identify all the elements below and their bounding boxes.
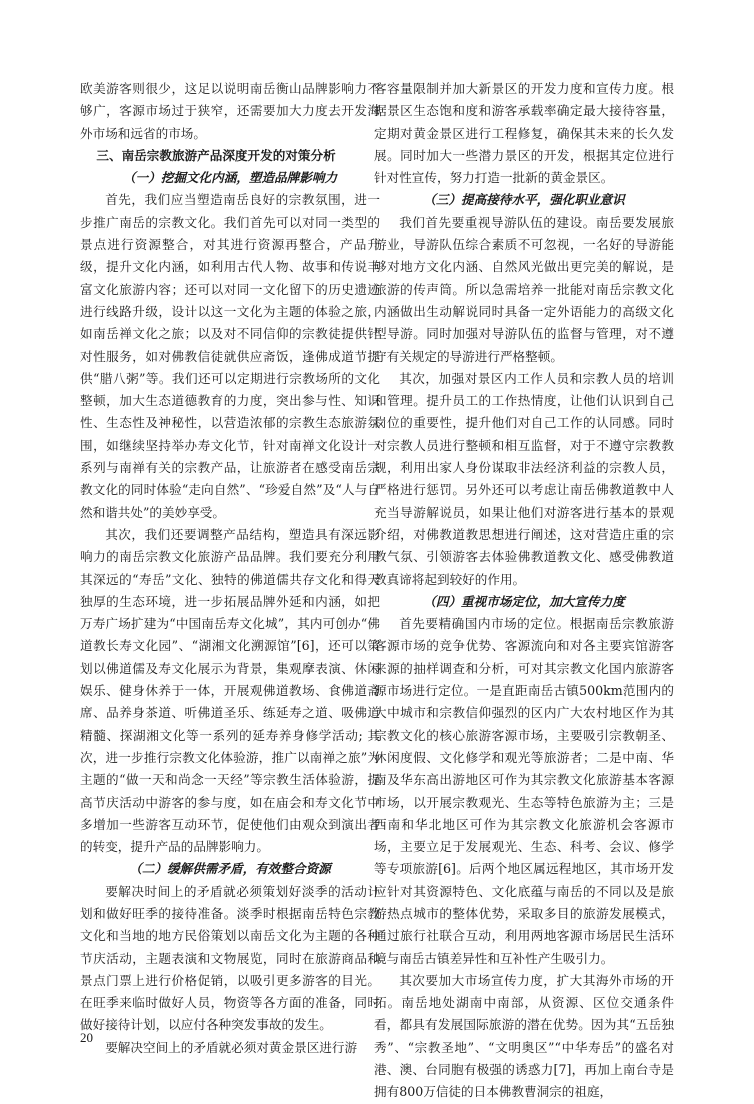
- body-paragraph: 要解决时间上的矛盾就必须策划好淡季的活动计划和做好旺季的接待准备。淡季时根据南岳特色宗教文化和当地的地方民俗策划以南岳文化为主题的各种节庆活动，主题表演和文物展览，同时在旅游商品和景点门票上进行价格促销，以吸引更多游客的目光。在旺季来临时做好人员，物资等各方面的准备，同时做好接待计划，以应付各种突发事故的发生。: [80, 883, 380, 1033]
- body-paragraph: 其次，加强对景区内工作人员和宗教人员的培训和管理。提升员工的工作热情度，让他们认识到自己岗位的重要性，提升他们对自己工作的认同感。同时对宗教人员进行整顿和相互监督，对于不遵守宗教教规，利用出家人身份谋取非法经济利益的宗教人员，严格进行惩罚。另外还可以考虑让南岳佛教道教中人充当导游解说员，如果让他们对游客进行基本的景观介绍，对佛教道教思想进行阐述，这对营造庄重的宗教气氛、引领游客去体验佛教道教文化、感受佛教道教真谛将起到较好的作用。: [374, 370, 674, 587]
- subsection-heading: （一）挖掘文化内涵，塑造品牌影响力: [122, 170, 338, 186]
- body-paragraph: 欧美游客则很少，这足以说明南岳衡山品牌影响力不够广，客源市场过于狭窄，还需要加大力度去开发海外市场和远省的市场。: [80, 81, 380, 141]
- subsection-heading: （四）重视市场定位，加大宣传力度: [423, 593, 625, 609]
- subsection-heading: （二）缓解供需矛盾，有效整合资源: [129, 861, 331, 877]
- body-paragraph: 其次要加大市场宣传力度，扩大其海外市场的开拓。南岳地处湖南中南部，从资源、区位交通条件看，都具有发展国际旅游的潜在优势。因为其“五岳独秀”、“宗教圣地”、“文明奥区”“中华寿岳”的盛名对港、澳、台同胞有极强的诱惑力[7]，再加上南台寺是拥有800万信徒的日本佛教曹洞宗的祖庭，: [374, 972, 674, 1100]
- section-heading: 三、南岳宗教旅游产品深度开发的对策分析: [96, 147, 336, 163]
- body-paragraph: 要解决空间上的矛盾就必须对黄金景区进行游: [105, 1039, 358, 1055]
- right-column: [374, 78, 674, 1104]
- subsection-heading: （三）提高接待水平，强化职业意识: [423, 192, 625, 208]
- left-column: [80, 78, 380, 1059]
- body-paragraph: 其次，我们还要调整产品结构，塑造具有深远影响力的南岳宗教文化旅游产品品牌。我们要充分利用其深远的“寿岳”文化、独特的佛道儒共存文化和得天独厚的生态环境，进一步拓展品牌外延和内涵，如把万寿广场扩建为“中国南岳寿文化城”，其内可创办“佛道教长寿文化园”、“湖湘文化溯源馆”[6]，还可以策划以佛道儒及寿文化展示为背景，集观摩表演、休闲娱乐、健身休养于一体，开展观佛道教场、食佛道斋席、品养身茶道、听佛道圣乐、练延寿之道、吸佛道精髓、探湖湘文化等一系列的延寿养身修学活动; 其次，进一步推行宗教文化体验游，推广以南禅之旅”为主题的“做一天和尚念一天经”等宗教生活体验游，提高节庆活动中游客的参与度，如在庙会和寿文化节中多增加一些游客互动环节，促使他们由观众到演出者的转变，提升产品的品牌影响力。: [80, 526, 380, 855]
- body-paragraph: 我们首先要重视导游队伍的建设。南岳要发展旅游业，导游队伍综合素质不可忽视，一名好的导游能够对地方文化内涵、自然风光做出更完美的解说，是旅游的传声筒。所以急需培养一批能对南岳宗教文化内涵做出生动解说同时具备一定外语能力的高级文化型导游。同时加强对导游队伍的监督与管理，对不遵守有关规定的导游进行严格整顿。: [374, 214, 674, 364]
- body-paragraph: 首先要精确国内市场的定位。根据南岳宗教旅游客源市场的竞争优势、客源流向和对各主要宾馆游客来源的抽样调查和分析，可对其宗教文化国内旅游客源市场进行定位。一是直距南岳古镇500km范围内的大中城市和宗教信仰强烈的区内广大农村地区作为其宗教文化的核心旅游客源市场，主要吸引宗教朝圣、休闲度假、文化修学和观光等旅游者；二是中南、华南及华东高出游地区可作为其宗教文化旅游基本客源市场，以开展宗教观光、生态等特色旅游为主；三是西南和华北地区可作为其宗教文化旅游机会客源市场，主要立足于发展观光、生态、科考、会议、修学等专项旅游[6]。后两个地区属远程地区，其市场开发应针对其资源特色、文化底蕴与南岳的不同以及是旅游热点城市的整体优势，采取多目的旅游发展模式，通过旅行社联合互动，利用两地客源市场居民生活环境与南岳古镇差异性和互补性产生吸引力。: [374, 616, 674, 966]
- body-paragraph: 首先，我们应当塑造南岳良好的宗教氛围，进一步推广南岳的宗教文化。我们首先可以对同一类型的景点进行资源整合，对其进行资源再整合，产品升级，提升文化内涵，如利用古代人物、故事和传说丰富文化旅游内容；还可以对同一文化留下的历史遗迹进行线路升级，设计以这一文化为主题的体验之旅，如南岳禅文化之旅；以及对不同信仰的宗教徒提供针对性服务，如对佛教信徒就供应斋饭，逢佛成道节提供“腊八粥”等。我们还可以定期进行宗教场所的文化整顿，加大生态道德教育的力度，突出参与性、知识性、生态性及神秘性，以营造浓郁的宗教生态旅游氛围，如继续坚持举办寿文化节，针对南禅文化设计一系列与南禅有关的宗教产品，让旅游者在感受南岳宗教文化的同时体验“走向自然”、“珍爱自然”及“人与自然和谐共处”的美妙享受。: [80, 192, 380, 520]
- page-number: 20: [80, 1030, 93, 1045]
- body-paragraph: 客容量限制并加大新景区的开发力度和宣传力度。根据景区生态饱和度和游客承载率确定最大接待容量，定期对黄金景区进行工程修复，确保其未来的长久发展。同时加大一些潜力景区的开发，根据其定位进行针对性宣传，努力打造一批新的黄金景区。: [374, 81, 674, 186]
